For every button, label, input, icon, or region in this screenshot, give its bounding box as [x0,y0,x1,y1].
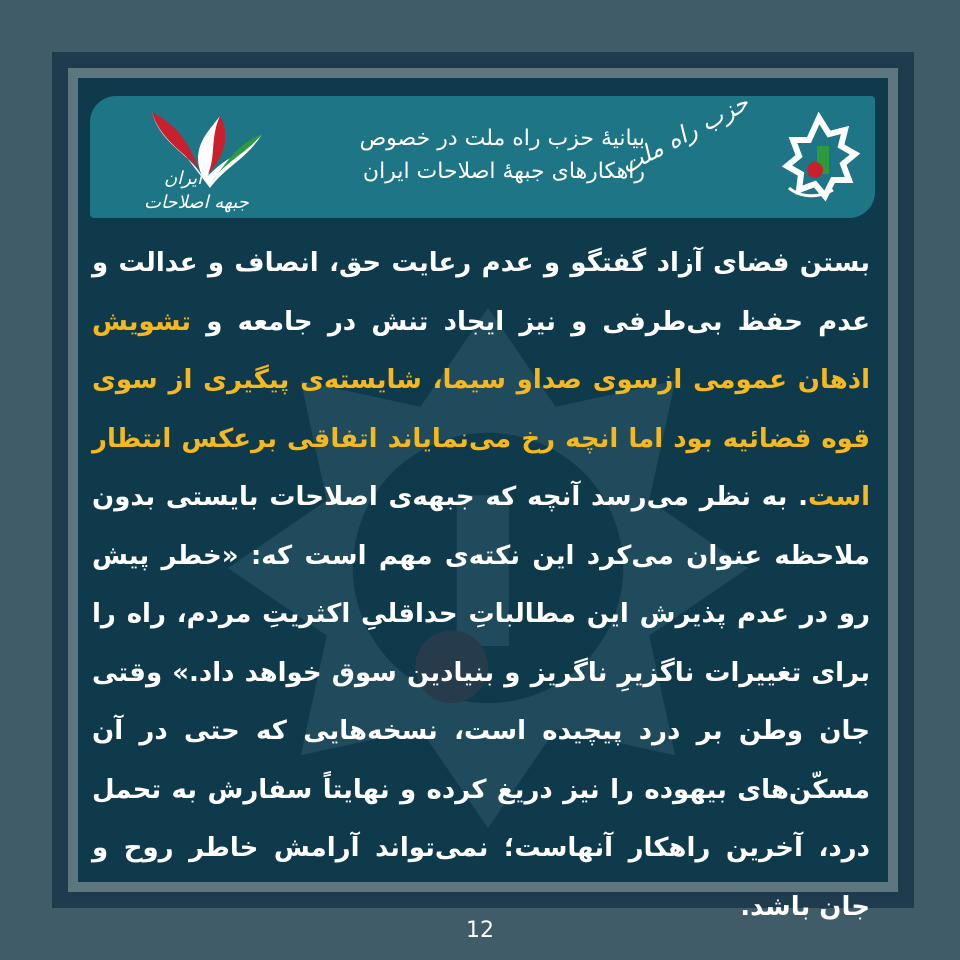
front-logo-text-name: جبهه اصلاحات [144,192,249,213]
body-text-part-2: . به نظر می‌رسد آنچه که جبهه‌ی اصلاحات بایستی بدون ملاحظه عنوان می‌کرد این نکته‌ی مهم است که: «خطر پیش رو در عدم پذیرش این مطالباتِ حداقلیِ اکثریتِ مردم، راه را برای تغییرات ناگزیرِ ناگریز و بنیادین سوق خواهد داد.» وقتی جان وطن بر درد پیچیده است، نسخه‌هایی که حتی در آن مسکّن‌های بیهوده را نیز دریغ کرده و نهایتاً سفارش به تحمل درد، آخرین راهکار آنهاست؛ نمی‌تواند آرامش خاطر روح و جان باشد. [92,482,870,922]
title-line-2: راهکارهای جبهۀ اصلاحات ایران [362,159,645,184]
header-banner [90,88,875,218]
body-text-highlight: تشویش اذهان عمومی ازسوی صداو سیما، شایسته‌ی پیگیری از سوی قوه قضائیه بود اما انچه رخ می‌نمایاند اتفاقی برعکس انتظار است [92,306,870,512]
party-logo-text: حزب راه ملت [615,88,754,180]
title-line-1: بیانیۀ حزب راه ملت در خصوص [359,126,645,151]
body-text-part-1: بستن فضای آزاد گفتگو و عدم رعایت حق، انصاف و عدالت و عدم حفظ بی‌طرفی و نیز ایجاد تنش در جامعه و [92,248,870,337]
page-number: 12 [466,918,494,943]
front-logo-text-iran: ایران [164,168,203,189]
content-panel [78,78,888,922]
page-title [285,122,645,188]
statement-body [92,234,870,936]
